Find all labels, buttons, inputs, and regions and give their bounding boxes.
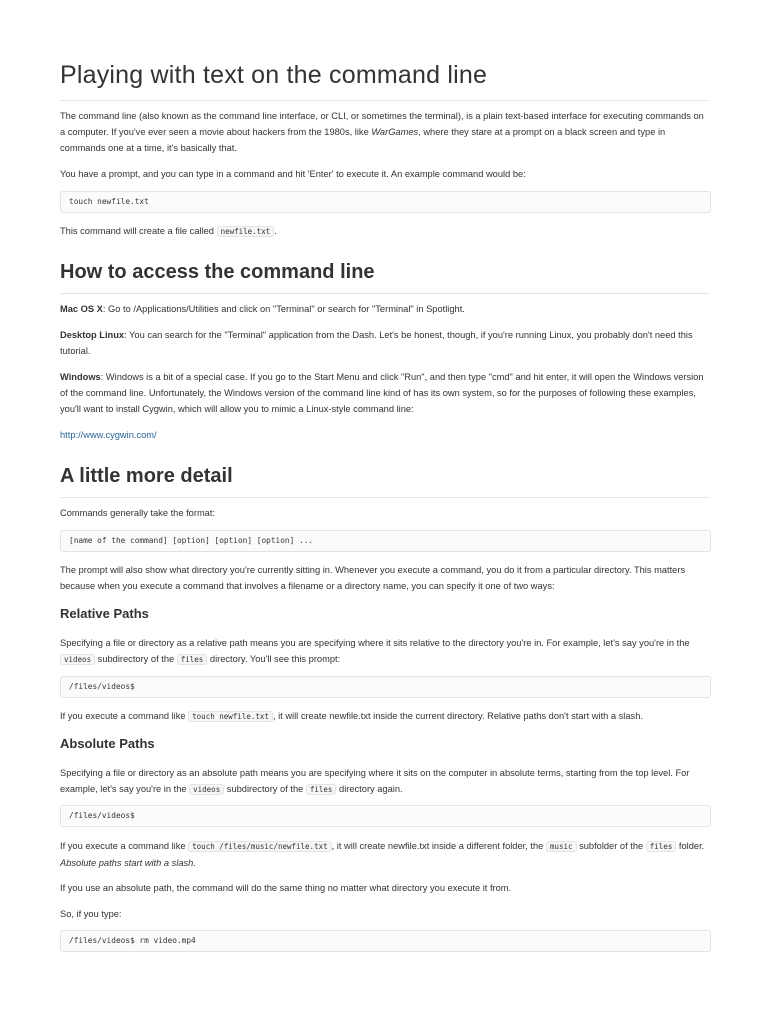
text-span: If you execute a command like [60,711,189,721]
access-mac [60,301,709,317]
absolute-paragraph-3: If you use an absolute path, the command will do the same thing no matter what directory you execute it from. [60,883,512,893]
absolute-paragraph-4: So, if you type: [60,909,122,919]
text-span: , it will create newfile.txt inside a different folder, the [331,841,546,851]
access-windows [60,369,709,417]
text-span: . [274,226,277,236]
text-span: folder. [676,841,705,851]
text-span: This command will create a file called [60,226,217,236]
absolute-paragraph-1 [60,765,709,798]
code-block-touch: touch newfile.txt [60,191,711,213]
emphasis-wargames: WarGames [371,127,419,137]
text-span: directory. You'll see this prompt: [207,654,341,664]
absolute-paragraph-2 [60,838,709,871]
access-linux [60,327,709,359]
cygwin-link[interactable]: http://www.cygwin.com/ [60,430,157,440]
page-title: Playing with text on the command line [60,58,709,101]
code-block-prompt-relative: /files/videos$ [60,676,711,698]
text-span: The command line (also known as the command line interface, or CLI, or sometimes the terminal), is a plain text-based interface for executing commands on a computer. If you've ever seen a movie about hackers from the 1980s, like [60,111,704,137]
text-span: subdirectory of the [95,654,177,664]
code-block-format: [name of the command] [option] [option] [option] ... [60,530,711,552]
label-mac: Mac OS X [60,304,103,314]
text-span: : Windows is a bit of a special case. If you go to the Start Menu and click "Run", and then type "cmd" and hit enter, it will open the Windows version of the command line. Unfortunately, the Windows version of the command line kind of has its own system, so for the purposes of following these examples, you'll want to install Cygwin, which will allow you to mimic a Linux-style command line: [60,372,704,414]
text-span: subdirectory of the [224,784,306,794]
inline-code: touch newfile.txt [188,711,273,722]
code-block-prompt-absolute: /files/videos$ [60,805,711,827]
inline-code: files [646,841,677,852]
inline-code: music [546,841,577,852]
inline-code: files [177,654,208,665]
text-span: , it will create newfile.txt inside the current directory. Relative paths don't start with a slash. [272,711,643,721]
intro-paragraph-2: You have a prompt, and you can type in a command and hit 'Enter' to execute it. An example command would be: [60,169,526,179]
text-span: : You can search for the "Terminal" application from the Dash. Let's be honest, though, if you're running Linux, you probably don't need this tutorial. [60,330,693,356]
detail-paragraph-1: Commands generally take the format: [60,508,216,518]
inline-code: files [306,784,337,795]
inline-code: touch /files/music/newfile.txt [188,841,331,852]
detail-paragraph-2: The prompt will also show what directory you're currently sitting in. Whenever you execute a command, you do it from a particular directory. This matters because when you execute a command that involves a filename or a directory name, you can specify it one of two ways: [60,565,686,591]
section-heading-access: How to access the command line [60,258,709,294]
inline-code: newfile.txt [217,226,275,237]
relative-paragraph-2 [60,708,709,725]
text-span: subfolder of the [576,841,646,851]
relative-paragraph-1 [60,635,709,668]
emphasis-absolute: Absolute paths start with a slash. [60,858,196,868]
inline-code: videos [189,784,224,795]
label-linux: Desktop Linux [60,330,125,340]
cygwin-paragraph [60,427,709,443]
text-span: If you execute a command like [60,841,189,851]
subheading-relative: Relative Paths [60,606,149,621]
subheading-absolute: Absolute Paths [60,736,155,751]
text-span: , where they stare at a prompt on a black screen and type in commands one at a time, it's basically that. [60,127,666,153]
text-span: Specifying a file or directory as an absolute path means you are specifying where it sits on the computer in absolute terms, starting from the top level. For example, let's say you're in the [60,768,690,794]
text-span: : Go to /Applications/Utilities and click on "Terminal" or search for "Terminal" in Spotlight. [102,304,465,314]
text-span: directory again. [336,784,403,794]
code-block-rm: /files/videos$ rm video.mp4 [60,930,711,952]
label-windows: Windows [60,372,101,382]
intro-paragraph-1 [60,108,709,156]
intro-paragraph-3 [60,223,709,240]
section-heading-detail: A little more detail [60,462,709,498]
inline-code: videos [60,654,95,665]
text-span: Specifying a file or directory as a relative path means you are specifying where it sits relative to the directory you're in. For example, let's say you're in the [60,638,690,648]
